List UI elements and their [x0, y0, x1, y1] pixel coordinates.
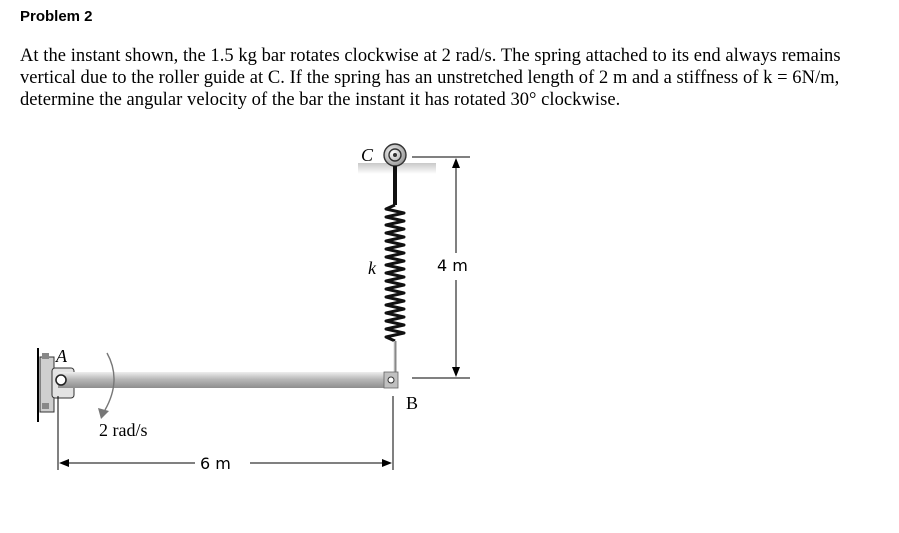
pin-b	[388, 377, 394, 383]
bolt	[42, 403, 49, 409]
label-b: B	[406, 393, 419, 413]
label-length: 6 m	[200, 454, 231, 473]
spring	[386, 205, 404, 341]
label-height: 4 m	[437, 256, 468, 275]
statement-line: determine the angular velocity of the bar the instant it has rotated 30° clockwise.	[20, 90, 621, 110]
bar	[58, 372, 398, 388]
roller-guide-c	[384, 144, 406, 166]
label-a: A	[56, 346, 67, 366]
problem-heading: Problem 2	[20, 8, 93, 25]
label-c: C	[361, 145, 374, 165]
label-omega: 2 rad/s	[99, 420, 148, 440]
bolt	[42, 353, 49, 359]
statement-line: At the instant shown, the 1.5 kg bar rotates clockwise at 2 rad/s. The spring attached to its end always remains	[20, 46, 841, 66]
pin-a	[56, 375, 66, 385]
statement-line: vertical due to the roller guide at C. If the spring has an unstretched length of 2 m and a stiffness of k = 6N/m,	[20, 68, 840, 88]
label-k: k	[368, 258, 376, 278]
